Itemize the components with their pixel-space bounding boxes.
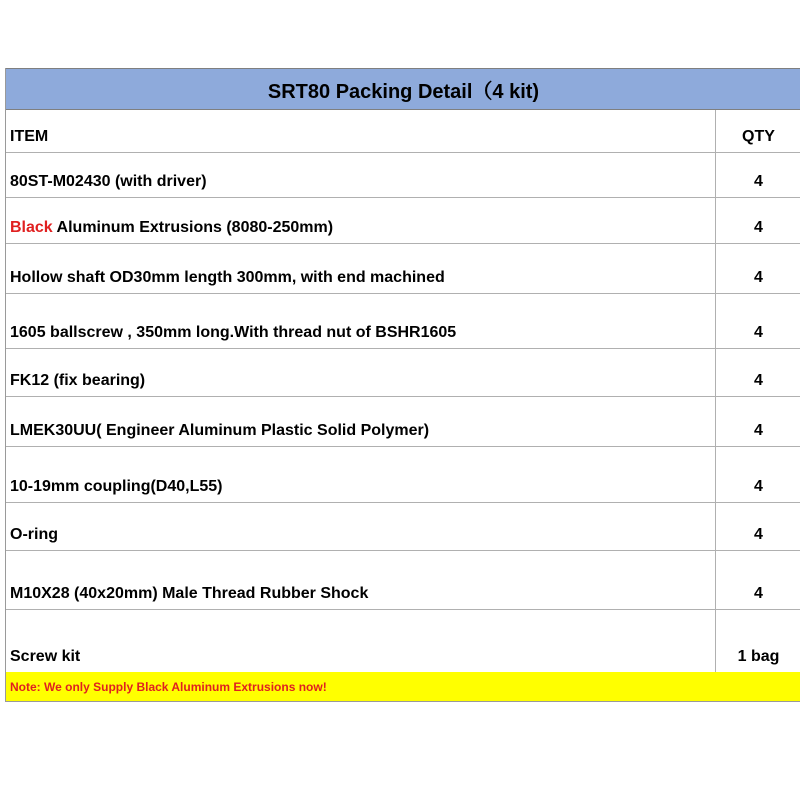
table-row [6, 244, 800, 294]
row-qty: 4 [715, 198, 800, 243]
row-item [6, 397, 715, 446]
row-qty: 4 [715, 153, 800, 197]
row-item-text: Screw kit [10, 648, 81, 665]
header-qty: QTY [715, 110, 800, 152]
table-row [6, 198, 800, 244]
table-row [6, 610, 800, 672]
row-qty: 4 [715, 244, 800, 293]
table-row [6, 397, 800, 447]
row-item [6, 503, 715, 550]
row-qty: 4 [715, 294, 800, 348]
row-item-text: Hollow shaft OD30mm length 300mm, with end machined [10, 269, 445, 286]
row-item [6, 551, 715, 609]
row-item-text: 10-19mm coupling(D40,L55) [10, 478, 223, 495]
table-row [6, 447, 800, 503]
note-banner: Note: We only Supply Black Aluminum Extrusions now! [6, 672, 800, 702]
table-row [6, 294, 800, 349]
table-row [6, 503, 800, 551]
row-item [6, 153, 715, 197]
table-header-row [6, 110, 800, 153]
row-item-text: 80ST-M02430 (with driver) [10, 173, 207, 190]
row-item [6, 198, 715, 243]
table-row [6, 349, 800, 397]
row-item [6, 610, 715, 672]
row-item [6, 349, 715, 396]
row-item-text: Aluminum Extrusions (8080-250mm) [52, 219, 334, 236]
row-item [6, 447, 715, 502]
header-item: ITEM [10, 128, 49, 145]
row-qty: 4 [715, 503, 800, 550]
row-qty: 1 bag [715, 610, 800, 672]
row-item-highlight: Black [10, 219, 53, 236]
row-qty: 4 [715, 349, 800, 396]
row-item-text: 1605 ballscrew , 350mm long.With thread nut of BSHR1605 [10, 324, 457, 341]
table-row [6, 551, 800, 610]
row-item [6, 294, 715, 348]
row-qty: 4 [715, 447, 800, 502]
packing-table [5, 68, 800, 702]
row-item-text: FK12 (fix bearing) [10, 372, 146, 389]
table-title: SRT80 Packing Detail（4 kit) [6, 68, 800, 110]
row-item-text: O-ring [10, 526, 58, 543]
row-qty: 4 [715, 551, 800, 609]
table-row [6, 153, 800, 198]
row-item-text: LMEK30UU( Engineer Aluminum Plastic Solid Polymer) [10, 422, 430, 439]
row-item-text: M10X28 (40x20mm) Male Thread Rubber Shock [10, 585, 369, 602]
row-qty: 4 [715, 397, 800, 446]
row-item [6, 244, 715, 293]
